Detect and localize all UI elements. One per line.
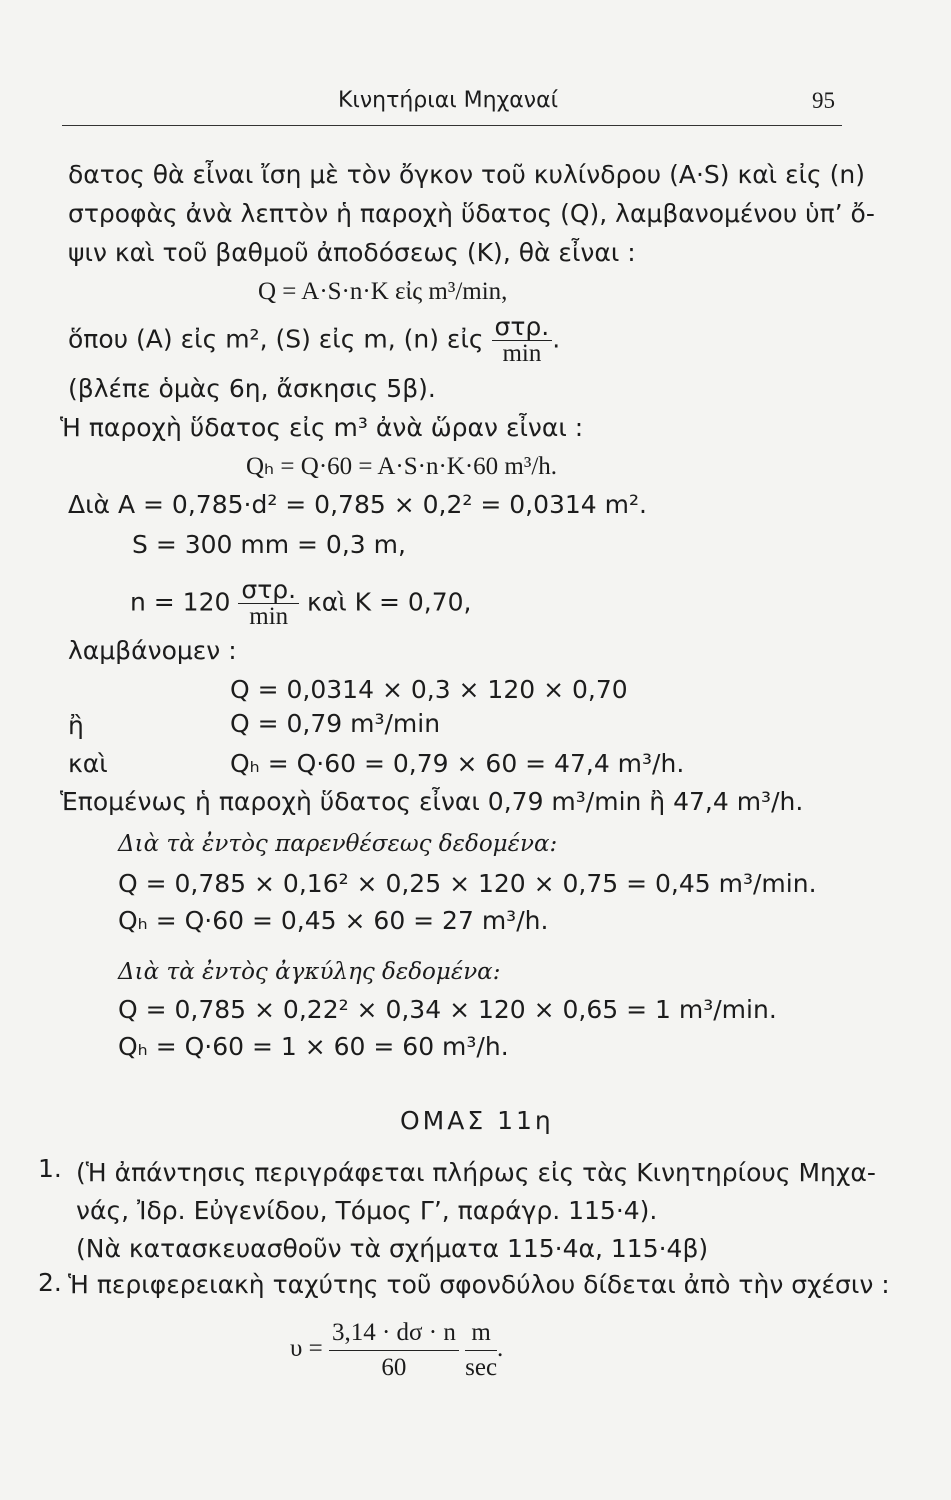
calculation-line: Qₕ = Q·60 = 0,45 × 60 = 27 m³/h.	[118, 906, 549, 935]
fraction-numerator: στρ.	[492, 314, 553, 341]
text-line: Ἡ παροχὴ ὕδατος εἰς m³ ἀνὰ ὥραν εἶναι :	[60, 413, 584, 442]
units-line	[68, 314, 560, 367]
result-line: Ἑπομένως ἡ παροχὴ ὕδατος εἶναι 0,79 m³/min ἢ 47,4 m³/h.	[60, 787, 804, 816]
text-line: στροφὰς ἀνὰ λεπτὸν ἡ παροχὴ ὕδατος (Q), λαμβανομένου ὑπ’ ὄ-	[68, 199, 875, 228]
italic-subheading: Διὰ τὰ ἐντὸς ἀγκύλης δεδομένα:	[118, 959, 501, 985]
fraction-denominator: min	[249, 603, 289, 630]
equation-speed	[130, 577, 472, 630]
equation-area: Διὰ A = 0,785·d² = 0,785 × 0,2² = 0,0314 m².	[68, 490, 647, 519]
text-line: ψιν καὶ τοῦ βαθμοῦ ἀποδόσεως (K), θὰ εἶναι :	[68, 238, 636, 267]
fraction-denominator: min	[502, 340, 542, 367]
units-fraction	[492, 314, 553, 367]
item-number: 1.	[38, 1154, 62, 1183]
header-rule	[62, 125, 842, 126]
reference-line: (βλέπε ὁμὰς 6η, ἄσκησις 5β).	[68, 374, 436, 403]
formula-lhs: υ =	[290, 1335, 323, 1363]
calculation-line: Q = 0,0314 × 0,3 × 120 × 0,70	[230, 675, 628, 704]
item-line: νάς, Ἰδρ. Εὐγενίδου, Τόμος Γ’, παράγρ. 115·4).	[76, 1196, 658, 1225]
fraction-denominator: 60	[381, 1354, 407, 1381]
units-prefix: ὅπου (A) εἰς m², (S) εἰς m, (n) εἰς	[68, 324, 484, 354]
velocity-formula	[290, 1316, 503, 1385]
fraction-numerator: στρ.	[238, 577, 299, 604]
text-line: λαμβάνομεν :	[68, 636, 237, 665]
item-number: 2.	[38, 1268, 62, 1297]
speed-fraction	[238, 577, 299, 630]
calculation-lead: καὶ	[68, 749, 108, 778]
formula-fraction	[329, 1316, 459, 1385]
italic-subheading: Διὰ τὰ ἐντὸς παρενθέσεως δεδομένα:	[118, 831, 558, 857]
fraction-numerator: 3,14 · dσ · n	[329, 1316, 459, 1351]
calculation-line: Q = 0,79 m³/min	[230, 709, 441, 738]
calculation-line: Q = 0,785 × 0,22² × 0,34 × 120 × 0,65 = 1 m³/min.	[118, 995, 777, 1024]
fraction-numerator: m	[465, 1316, 497, 1351]
fraction-denominator: sec	[465, 1354, 498, 1381]
units-suffix: .	[552, 324, 561, 354]
text-line: δατος θὰ εἶναι ἴση μὲ τὸν ὄγκον τοῦ κυλίνδρου (A·S) καὶ εἰς (n)	[68, 160, 866, 189]
running-header: Κινητήριαι Μηχαναί	[338, 88, 559, 113]
equation-q: Q = A·S·n·K εἰς m³/min,	[258, 278, 508, 305]
calculation-line: Qₕ = Q·60 = 0,79 × 60 = 47,4 m³/h.	[230, 749, 685, 778]
equation-stroke: S = 300 mm = 0,3 m,	[132, 530, 406, 559]
speed-prefix: n = 120	[130, 587, 231, 617]
unit-fraction	[465, 1316, 497, 1385]
speed-suffix: καὶ K = 0,70,	[307, 587, 472, 617]
formula-end: .	[497, 1335, 504, 1363]
group-heading: ΟΜΑΣ 11η	[400, 1106, 554, 1135]
page-number: 95	[812, 88, 835, 113]
calculation-lead: ἢ	[68, 711, 84, 740]
item-line: (Ἡ ἀπάντησις περιγράφεται πλήρως εἰς τὰς Κινητηρίους Μηχα-	[76, 1158, 876, 1187]
calculation-line: Qₕ = Q·60 = 1 × 60 = 60 m³/h.	[118, 1032, 509, 1061]
item-line: Ἡ περιφερειακὴ ταχύτης τοῦ σφονδύλου δίδεται ἀπὸ τὴν σχέσιν :	[68, 1270, 890, 1299]
calculation-line: Q = 0,785 × 0,16² × 0,25 × 120 × 0,75 = 0,45 m³/min.	[118, 869, 817, 898]
equation-qh: Qₕ = Q·60 = A·S·n·K·60 m³/h.	[246, 453, 558, 480]
item-line: (Νὰ κατασκευασθοῦν τὰ σχήματα 115·4α, 115·4β)	[76, 1234, 709, 1263]
